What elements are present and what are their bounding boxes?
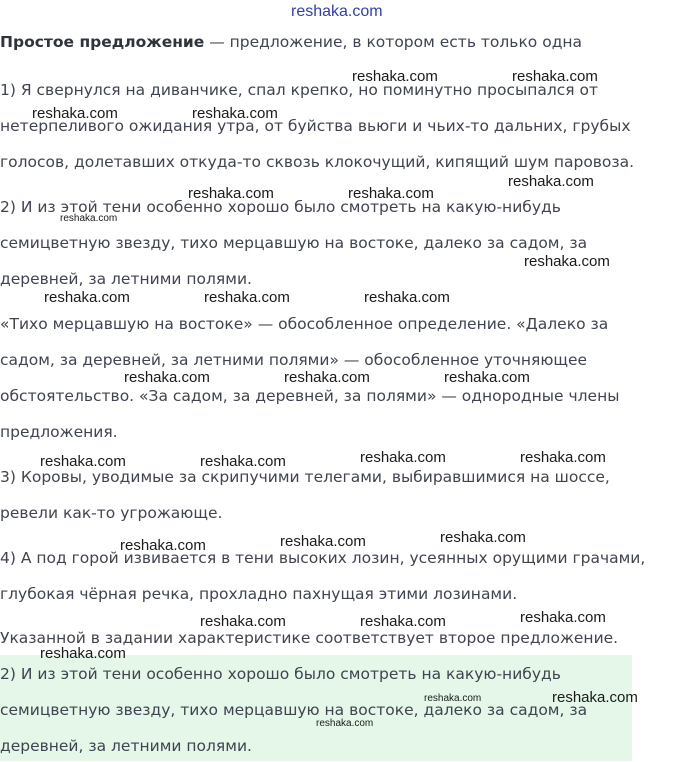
text-line: деревней, за летними полями.	[0, 270, 252, 288]
text-line: нетерпеливого ожидания утра, от буйства вьюги и чьих-то дальних, грубых	[0, 117, 631, 135]
watermark: reshaka.com	[124, 369, 210, 386]
watermark: reshaka.com	[280, 533, 366, 550]
watermark: reshaka.com	[352, 68, 438, 85]
text-line: глубокая чёрная речка, прохладно пахнущая этими лозинами.	[0, 585, 518, 603]
watermark: reshaka.com	[120, 537, 206, 554]
watermark: reshaka.com	[188, 185, 274, 202]
watermark: reshaka.com	[524, 253, 610, 270]
watermark: reshaka.com	[552, 689, 638, 706]
header-watermark: reshaka.com	[291, 3, 383, 20]
watermark: reshaka.com	[360, 449, 446, 466]
intro-definition: — предложение, в котором есть только одна	[204, 33, 583, 51]
text-line: 3) Коровы, уводимые за скрипучими телегами, выбиравшимися на шоссе,	[0, 468, 610, 486]
watermark: reshaka.com	[284, 369, 370, 386]
watermark: reshaka.com	[204, 289, 290, 306]
watermark: reshaka.com	[508, 173, 594, 190]
watermark: reshaka.com	[360, 613, 446, 630]
text-line: ревели как-то угрожающе.	[0, 504, 223, 522]
watermark: reshaka.com	[200, 453, 286, 470]
watermark: reshaka.com	[40, 453, 126, 470]
watermark: reshaka.com	[44, 289, 130, 306]
intro-line	[0, 32, 582, 52]
watermark: reshaka.com	[200, 613, 286, 630]
text-line: предложения.	[0, 423, 118, 441]
watermark: reshaka.com	[424, 693, 482, 704]
text-line: обстоятельство. «За садом, за деревней, за полями» — однородные члены	[0, 387, 620, 405]
watermark: reshaka.com	[520, 609, 606, 626]
answer-line: деревней, за летними полями.	[0, 737, 252, 755]
watermark: reshaka.com	[40, 645, 126, 662]
text-line: Указанной в задании характеристике соответствует второе предложение.	[0, 629, 619, 647]
watermark: reshaka.com	[512, 68, 598, 85]
watermark: reshaka.com	[60, 213, 118, 224]
watermark: reshaka.com	[444, 369, 530, 386]
watermark: reshaka.com	[316, 718, 374, 729]
watermark: reshaka.com	[364, 289, 450, 306]
text-line: «Тихо мерцавшую на востоке» — обособленное определение. «Далеко за	[0, 315, 609, 333]
text-line: семицветную звезду, тихо мерцавшую на востоке, далеко за садом, за	[0, 234, 588, 252]
text-line: 2) И из этой тени особенно хорошо было смотреть на какую-нибудь	[0, 198, 561, 216]
watermark: reshaka.com	[348, 185, 434, 202]
text-line: садом, за деревней, за летними полями» — обособленное уточняющее	[0, 351, 588, 369]
watermark: reshaka.com	[192, 105, 278, 122]
text-line: 1) Я свернулся на диванчике, спал крепко, но поминутно просыпался от	[0, 81, 599, 99]
answer-line: 2) И из этой тени особенно хорошо было смотреть на какую-нибудь	[0, 665, 561, 683]
watermark: reshaka.com	[440, 529, 526, 546]
text-line: 4) А под горой извивается в тени высоких лозин, усеянных орущими грачами,	[0, 549, 646, 567]
text-line: голосов, долетавших откуда-то сквозь клокочущий, кипящий шум паровоза.	[0, 153, 635, 171]
intro-term: Простое предложение	[0, 33, 205, 51]
answer-line: семицветную звезду, тихо мерцавшую на востоке, далеко за садом, за	[0, 701, 588, 719]
watermark: reshaka.com	[520, 449, 606, 466]
watermark: reshaka.com	[32, 105, 118, 122]
